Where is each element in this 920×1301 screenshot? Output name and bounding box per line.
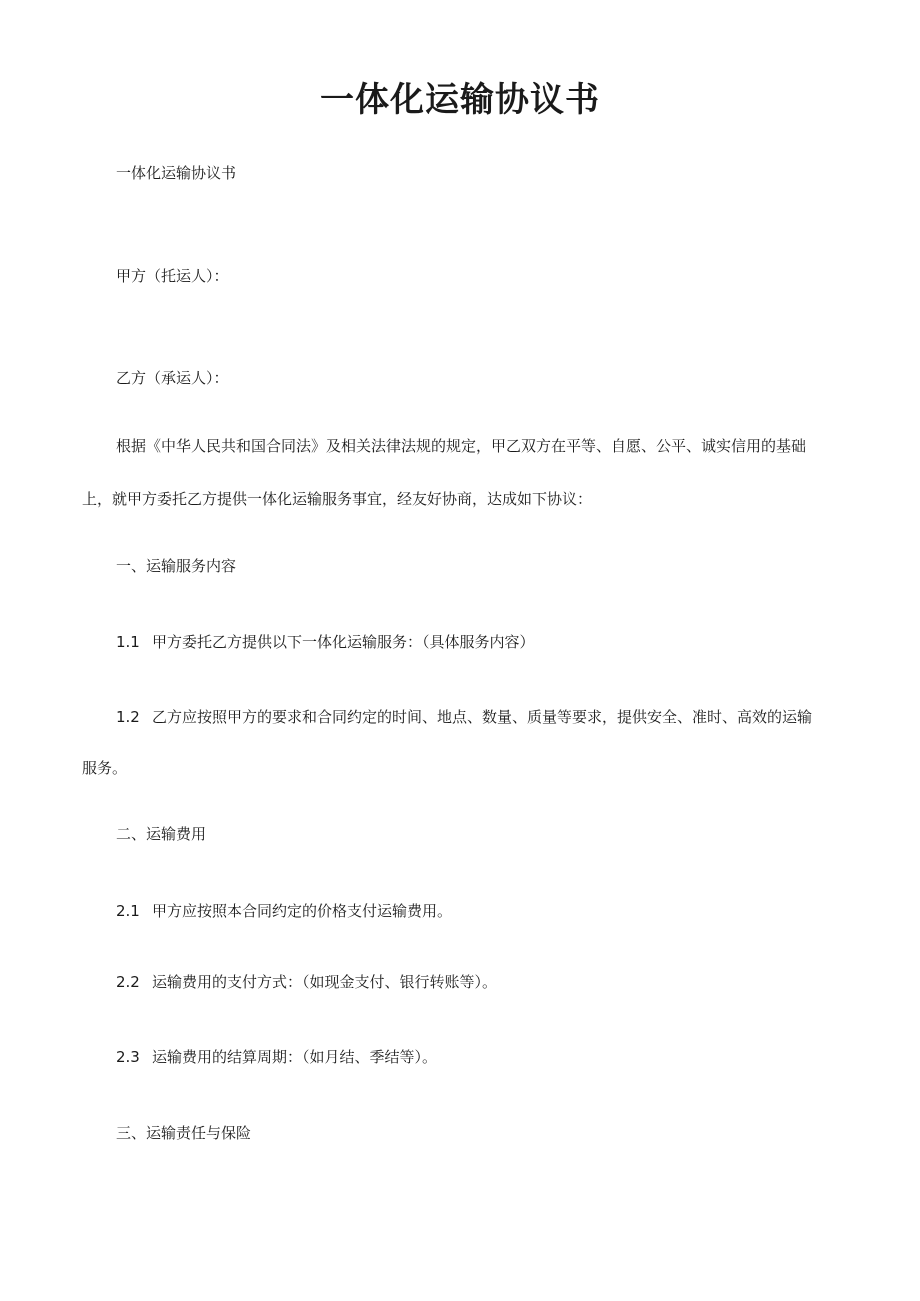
- clause-1-2-continued: 服务。: [82, 759, 128, 777]
- clause-number: 1.1: [116, 633, 140, 651]
- document-title: 一体化运输协议书: [320, 80, 600, 120]
- clause-number: 2.2: [116, 973, 140, 991]
- preamble-line-2: 上，就甲方委托乙方提供一体化运输服务事宜，经友好协商，达成如下协议：: [82, 490, 593, 508]
- clause-text: 甲方委托乙方提供以下一体化运输服务：（具体服务内容）: [152, 633, 535, 651]
- clause-number: 1.2: [116, 708, 140, 726]
- clause-2-1: [82, 899, 876, 923]
- clause-text: 甲方应按照本合同约定的价格支付运输费用。: [152, 902, 453, 920]
- party-b-label: 乙方（承运人）：: [116, 369, 229, 387]
- section-heading-3: 三、运输责任与保险: [116, 1124, 252, 1142]
- clause-text: 运输费用的结算周期：（如月结、季结等）。: [152, 1048, 438, 1066]
- section-heading-1: 一、运输服务内容: [116, 557, 237, 575]
- clause-number: 2.3: [116, 1048, 140, 1066]
- clause-1-1: [82, 630, 876, 654]
- clause-1-2: [82, 705, 876, 729]
- clause-2-2: [82, 970, 876, 994]
- clause-text: 乙方应按照甲方的要求和合同约定的时间、地点、数量、质量等要求，提供安全、准时、高效的运输: [152, 708, 813, 726]
- section-heading-2: 二、运输费用: [116, 825, 207, 843]
- clause-2-3: [82, 1045, 876, 1069]
- document-subtitle: 一体化运输协议书: [116, 164, 237, 182]
- clause-text: 运输费用的支付方式：（如现金支付、银行转账等）。: [152, 973, 498, 991]
- clause-number: 2.1: [116, 902, 140, 920]
- preamble-line-1: 根据《中华人民共和国合同法》及相关法律法规的规定，甲乙双方在平等、自愿、公平、诚实信用的基础: [116, 437, 807, 455]
- party-a-label: 甲方（托运人）：: [116, 267, 229, 285]
